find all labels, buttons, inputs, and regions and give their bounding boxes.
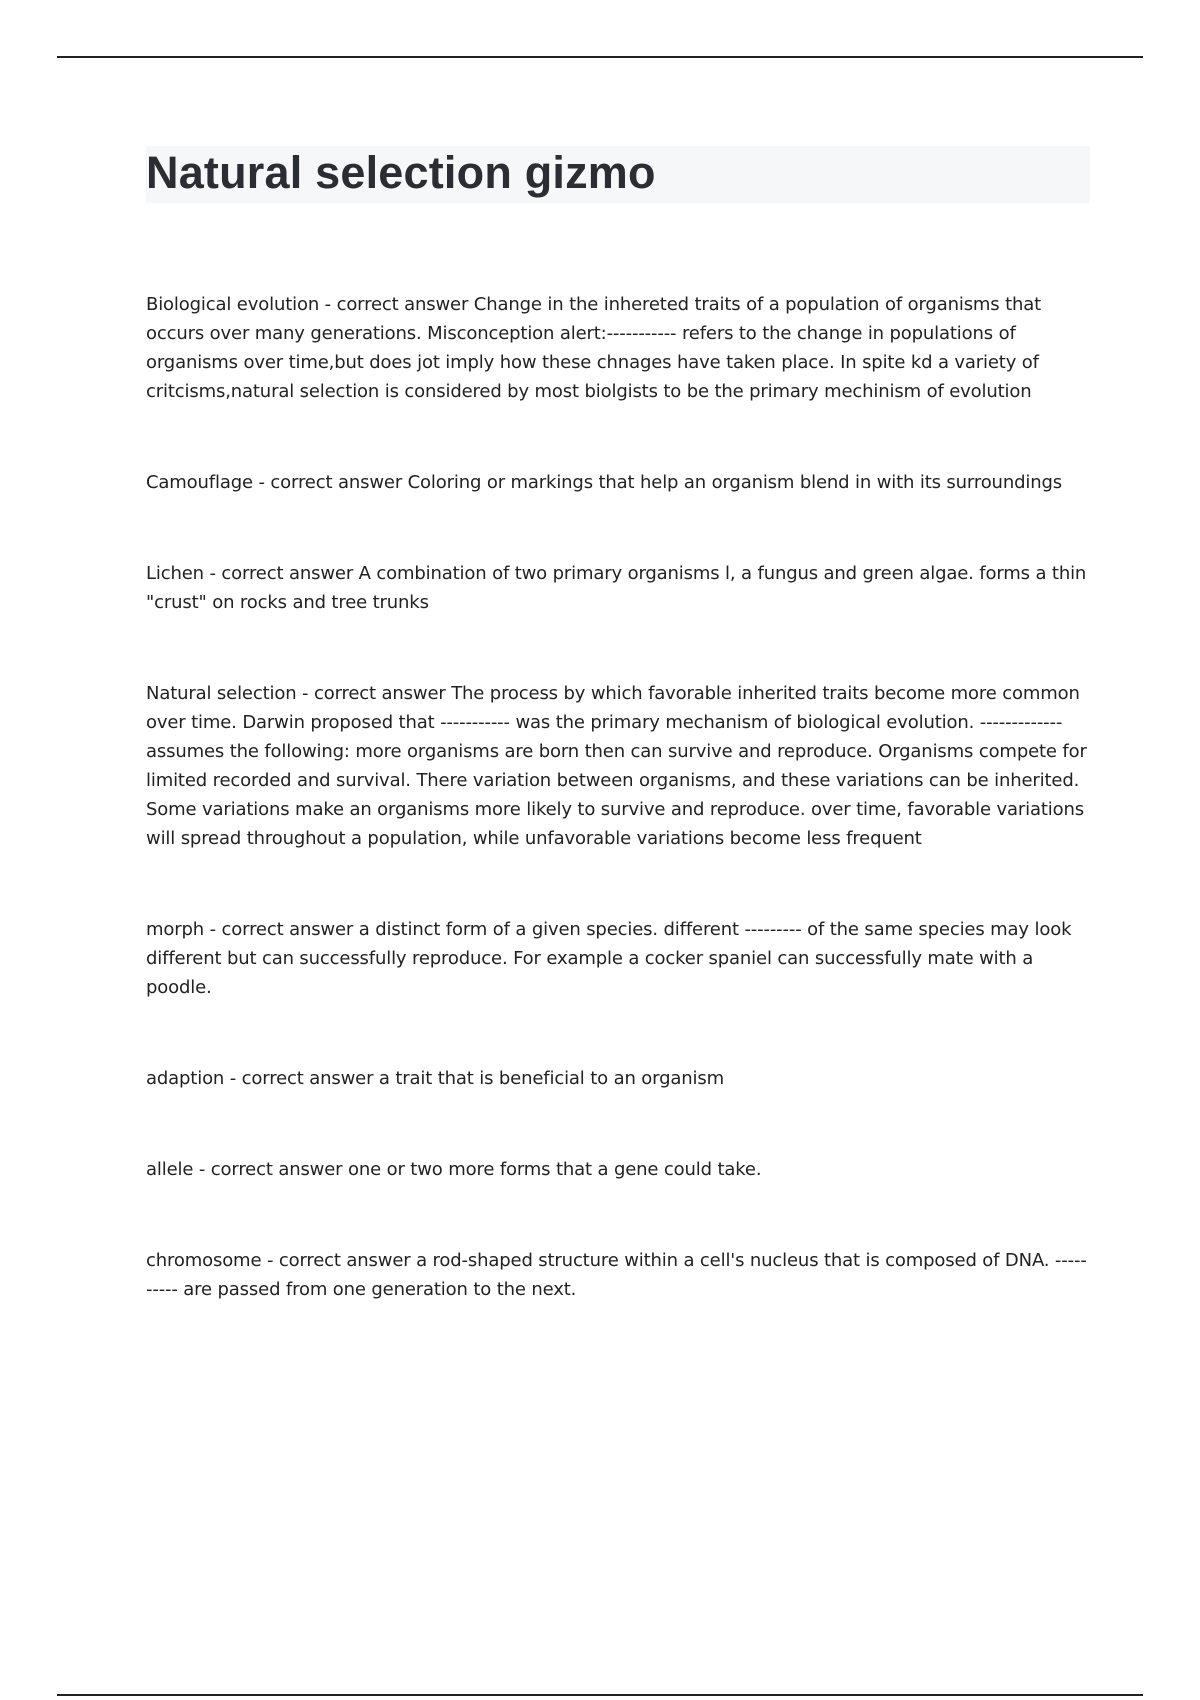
entry-morph: morph - correct answer a distinct form of a given species. different --------- of the same species may look different but can successfully reproduce. For example a cocker spaniel can successfully mate with a poodle. (146, 919, 1072, 998)
bottom-rule (57, 1694, 1143, 1696)
page-title: Natural selection gizmo (146, 147, 656, 198)
title-banner (146, 146, 1090, 203)
flashcard-list (146, 290, 1092, 1366)
entry-chromosome: chromosome - correct answer a rod-shaped structure within a cell's nucleus that is composed of DNA. ---------- are passed from one generation to the next. (146, 1250, 1087, 1300)
top-rule (57, 56, 1143, 58)
entry-lichen: Lichen - correct answer A combination of two primary organisms l, a fungus and green algae. forms a thin "crust" on rocks and tree trunks (146, 563, 1087, 613)
entry-allele: allele - correct answer one or two more forms that a gene could take. (146, 1159, 762, 1180)
entry-adaption: adaption - correct answer a trait that is beneficial to an organism (146, 1068, 724, 1089)
entry-natural-selection: Natural selection - correct answer The process by which favorable inherited traits become more common over time. Darwin proposed that ----------- was the primary mechanism of biological evolution. ------------- assumes the following: more organisms are born then can survive and reproduce. Organisms compete for limited recorded and survival. There variation between organisms, and these variations can be inherited. Some variations make an organisms more likely to survive and reproduce. over time, favorable variations will spread throughout a population, while unfavorable variations become less frequent (146, 683, 1087, 849)
entry-camouflage: Camouflage - correct answer Coloring or markings that help an organism blend in with its surroundings (146, 472, 1062, 493)
entry-biological-evolution: Biological evolution - correct answer Change in the inhereted traits of a population of organisms that occurs over many generations. Misconception alert:----------- refers to the change in populations of organisms over time,but does jot imply how these chnages have taken place. In spite kd a variety of critcisms,natural selection is considered by most biolgists to be the primary mechinism of evolution (146, 294, 1042, 402)
